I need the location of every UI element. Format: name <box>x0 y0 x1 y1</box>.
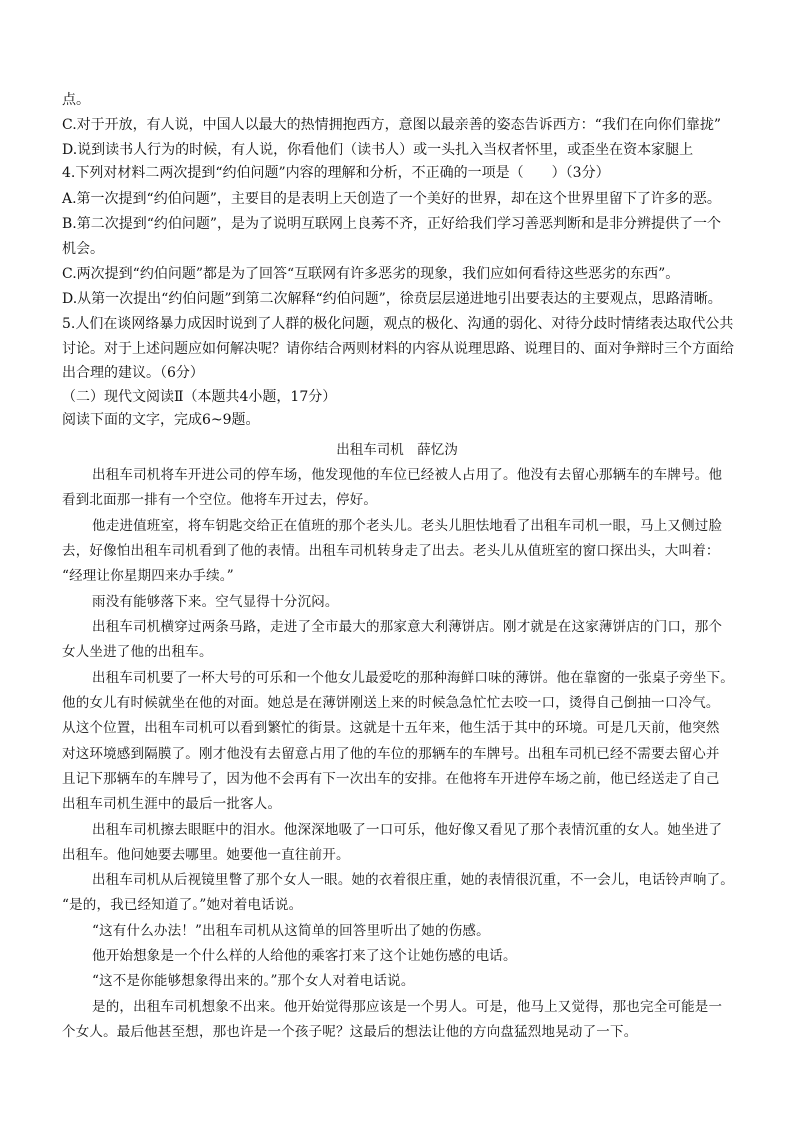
story-line: 去，好像怕出租车司机看到了他的表情。出租车司机转身走了出去。老头儿从值班室的窗口探出头，大叫着： <box>62 543 720 559</box>
story-line: “这有什么办法！”出租车司机从这简单的回答里听出了她的伤感。 <box>92 923 490 939</box>
story-line: “这不是你能够想象得出来的。”那个女人对着电话说。 <box>92 973 415 989</box>
option-d-text: D.说到读书人行为的时候，有人说，你看他们（读书人）或一头扎入当权者怀里，或歪坐在资本家腿上 <box>62 142 694 158</box>
story-line: 看到北面那一排有一个空位。他将车开过去，停好。 <box>62 492 378 508</box>
question-4-option-c: C.两次提到“约伯问题”都是为了回答“互联网有许多恶劣的现象，我们应如何看待这些恶劣的东西”。 <box>62 266 680 282</box>
question-4-option-d: D.从第一次提出“约伯问题”到第二次解释“约伯问题”，徐贲层层递进地引出要表达的主要观点，思路清晰。 <box>62 291 722 307</box>
story-line: 出租车司机要了一杯大号的可乐和一个他女儿最爱吃的那种海鲜口味的薄饼。他在靠窗的一张桌子旁坐下。 <box>92 670 734 686</box>
story-line: 个女人。最后他甚至想，那也许是一个孩子呢？这最后的想法让他的方向盘猛烈地晃动了一下。 <box>62 1024 638 1040</box>
story-line: 且记下那辆车的车牌号了，因为他不会再有下一次出车的安排。在他将车开进停车场之前，他已经送走了自己 <box>62 771 720 787</box>
story-title: 出租车司机 薛忆沩 <box>336 442 458 458</box>
question-4-option-a: A.第一次提到“约伯问题”，主要目的是表明上天创造了一个美好的世界，却在这个世界里留下了许多的恶。 <box>62 191 721 207</box>
story-line: 女人坐进了他的出租车。 <box>62 644 213 660</box>
story-line: 从这个位置，出租车司机可以看到繁忙的街景。这就是十五年来，他生活于其中的环境。可是几天前，他突然 <box>62 720 720 736</box>
question-4-stem: 4.下列对材料二两次提到“约伯问题”内容的理解和分析，不正确的一项是（ ）（3分） <box>62 165 610 181</box>
story-line: 出租车司机从后视镜里瞥了那个女人一眼。她的衣着很庄重，她的表情很沉重，不一会儿，电话铃声响了。 <box>92 872 734 888</box>
question-4-option-b-cont: 机会。 <box>62 241 104 257</box>
question-5-stem: 5.人们在谈网络暴力成因时说到了人群的极化问题，观点的极化、沟通的弱化、对待分歧时情绪表达取代公共 <box>62 316 734 332</box>
question-5-stem-cont: 讨论。对于上述问题应如何解决呢？请你结合两则材料的内容从说理思路、说理目的、面对争辩时三个方面给 <box>62 341 734 357</box>
story-line: 他走进值班室，将车钥匙交给正在值班的那个老头儿。老头儿胆怯地看了出租车司机一眼，马上又侧过脸 <box>92 518 723 534</box>
story-line: 雨没有能够落下来。空气显得十分沉闷。 <box>92 594 339 610</box>
story-line: 出租车司机擦去眼眶中的泪水。他深深地吸了一口可乐，他好像又看见了那个表情沉重的女人。她坐进了 <box>92 822 723 838</box>
option-c-text: C.对于开放，有人说，中国人以最大的热情拥抱西方，意图以最亲善的姿态告诉西方：“我们在向你们靠拢” <box>62 117 721 133</box>
story-line: 他的女儿有时候就坐在他的对面。她总是在薄饼刚送上来的时候急急忙忙去咬一口，烫得自己倒抽一口冷气。 <box>62 695 720 711</box>
story-line: “是的，我已经知道了。”她对着电话说。 <box>62 897 303 913</box>
story-line: 出租车司机将车开进公司的停车场，他发现他的车位已经被人占用了。他没有去留心那辆车的车牌号。他 <box>92 467 723 483</box>
question-text-line: 点。 <box>62 92 90 108</box>
question-5-stem-end: 出合理的建议。（6分） <box>62 365 204 381</box>
story-line: 对这环境感到隔膜了。刚才他没有去留意占用了他的车位的那辆车的车牌号。出租车司机已经不需要去留心并 <box>62 746 720 762</box>
story-line: “经理让你星期四来办手续。” <box>62 568 234 584</box>
story-line: 他开始想象是一个什么样的人给他的乘客打来了这个让她伤感的电话。 <box>92 948 517 964</box>
section-heading: （二）现代文阅读Ⅱ（本题共4小题，17分） <box>62 389 337 405</box>
story-line: 是的，出租车司机想象不出来。他开始觉得那应该是一个男人。可是，他马上又觉得，那也完全可能是一 <box>92 999 723 1015</box>
story-line: 出租车。他问她要去哪里。她要他一直往前开。 <box>62 847 350 863</box>
story-line: 出租车司机生涯中的最后一批客人。 <box>62 796 282 812</box>
reading-instruction: 阅读下面的文字，完成6~9题。 <box>62 412 260 428</box>
story-line: 出租车司机横穿过两条马路，走进了全市最大的那家意大利薄饼店。刚才就是在这家薄饼店的门口，那个 <box>92 619 723 635</box>
question-4-option-b: B.第二次提到“约伯问题”，是为了说明互联网上良莠不齐，正好给我们学习善恶判断和是非分辨提供了一个 <box>62 216 722 232</box>
